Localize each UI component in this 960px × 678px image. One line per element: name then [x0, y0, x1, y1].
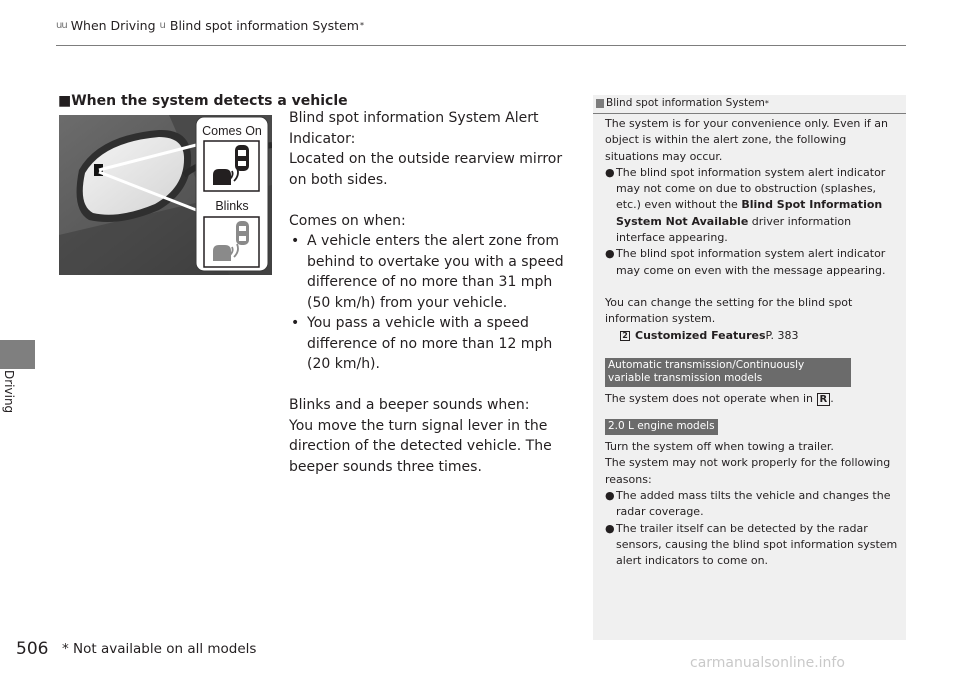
indicator-title: Blind spot information System Alert Indicator: [289, 110, 539, 147]
sidebar-paragraph: Turn the system off when towing a trailer. [605, 440, 834, 454]
bullet-icon: ● [605, 247, 615, 261]
comes-on-heading: Comes on when: [289, 212, 406, 229]
blinks-description: You move the turn signal lever in the direction of the detected vehicle. The beeper sounds three times. [289, 417, 552, 475]
note-icon [596, 99, 604, 108]
sidebar-paragraph: The system is for your convenience only. Even if an object is within the alert zone, the following situations may occur. [605, 117, 888, 163]
breadcrumb-arrow-icon: uu [56, 20, 67, 31]
mirror-illustration [59, 115, 272, 275]
cross-reference-link[interactable]: 2 Customized Features P. 383 [605, 328, 900, 344]
list-item: • A vehicle enters the alert zone from behind to overtake you with a speed difference of no more than 31 mph (50 km/h) from your vehicle. [291, 233, 564, 311]
chapter-tab[interactable] [0, 340, 35, 369]
comes-on-label: Comes On [202, 124, 262, 138]
list-item: ● The blind spot information system alert indicator may come on even with the message appearing. [605, 247, 886, 277]
breadcrumb-section[interactable]: When Driving [70, 18, 156, 33]
blinks-heading: Blinks and a beeper sounds when: [289, 397, 530, 413]
list-item: • You pass a vehicle with a speed difference of no more than 12 mph (20 km/h). [291, 315, 553, 372]
bullet-icon: • [291, 233, 300, 249]
list-item: ● The blind spot information system alert indicator may not come on due to obstruction (splashes, etc.) even without the Blind Spot Information System Not Available driver information interface appearing. [605, 165, 886, 245]
sidebar-asterisk: * [764, 98, 769, 108]
sidebar-divider [593, 113, 906, 114]
gear-r-icon: R [817, 393, 831, 406]
bullet-icon: ● [605, 521, 615, 535]
sidebar-paragraph: You can change the setting for the blind spot information system. [605, 295, 853, 326]
breadcrumb [56, 18, 364, 33]
section-heading: ■When the system detects a vehicle [58, 93, 348, 109]
model-badge: Automatic transmission/Continuously variable transmission models [605, 358, 851, 387]
bullet-icon: ● [605, 489, 615, 503]
mirror-illustration-drawing [59, 115, 272, 275]
list-item: ● The added mass tilts the vehicle and changes the radar coverage. [605, 489, 891, 519]
sidebar-title: Blind spot information System [606, 97, 765, 109]
breadcrumb-separator-icon: u [159, 20, 166, 31]
notes-sidebar [593, 95, 906, 640]
sidebar-header [596, 97, 769, 109]
breadcrumb-asterisk: * [359, 21, 364, 30]
list-item: ● The trailer itself can be detected by the radar sensors, causing the blind spot information system alert indicators to come on. [605, 521, 898, 568]
sidebar-paragraph: The system does not operate when in R . [605, 391, 834, 405]
header-divider [56, 45, 906, 46]
bullet-icon: ● [605, 165, 615, 179]
blinks-label: Blinks [215, 199, 249, 213]
footnote: * Not available on all models [62, 641, 257, 657]
page-number: 506 [16, 639, 49, 659]
bullet-icon: • [291, 315, 300, 331]
model-badge: 2.0 L engine models [605, 419, 718, 435]
indicator-location: Located on the outside rearview mirror on both sides. [289, 151, 563, 188]
main-description [289, 108, 579, 477]
watermark: carmanualsonline.info [690, 655, 845, 671]
sidebar-body [605, 116, 900, 570]
sidebar-paragraph: The system may not work properly for the following reasons: [605, 456, 891, 486]
reference-arrow-icon: 2 [620, 331, 630, 341]
chapter-label: Driving [2, 370, 16, 414]
breadcrumb-topic[interactable]: Blind spot information System [169, 18, 359, 33]
